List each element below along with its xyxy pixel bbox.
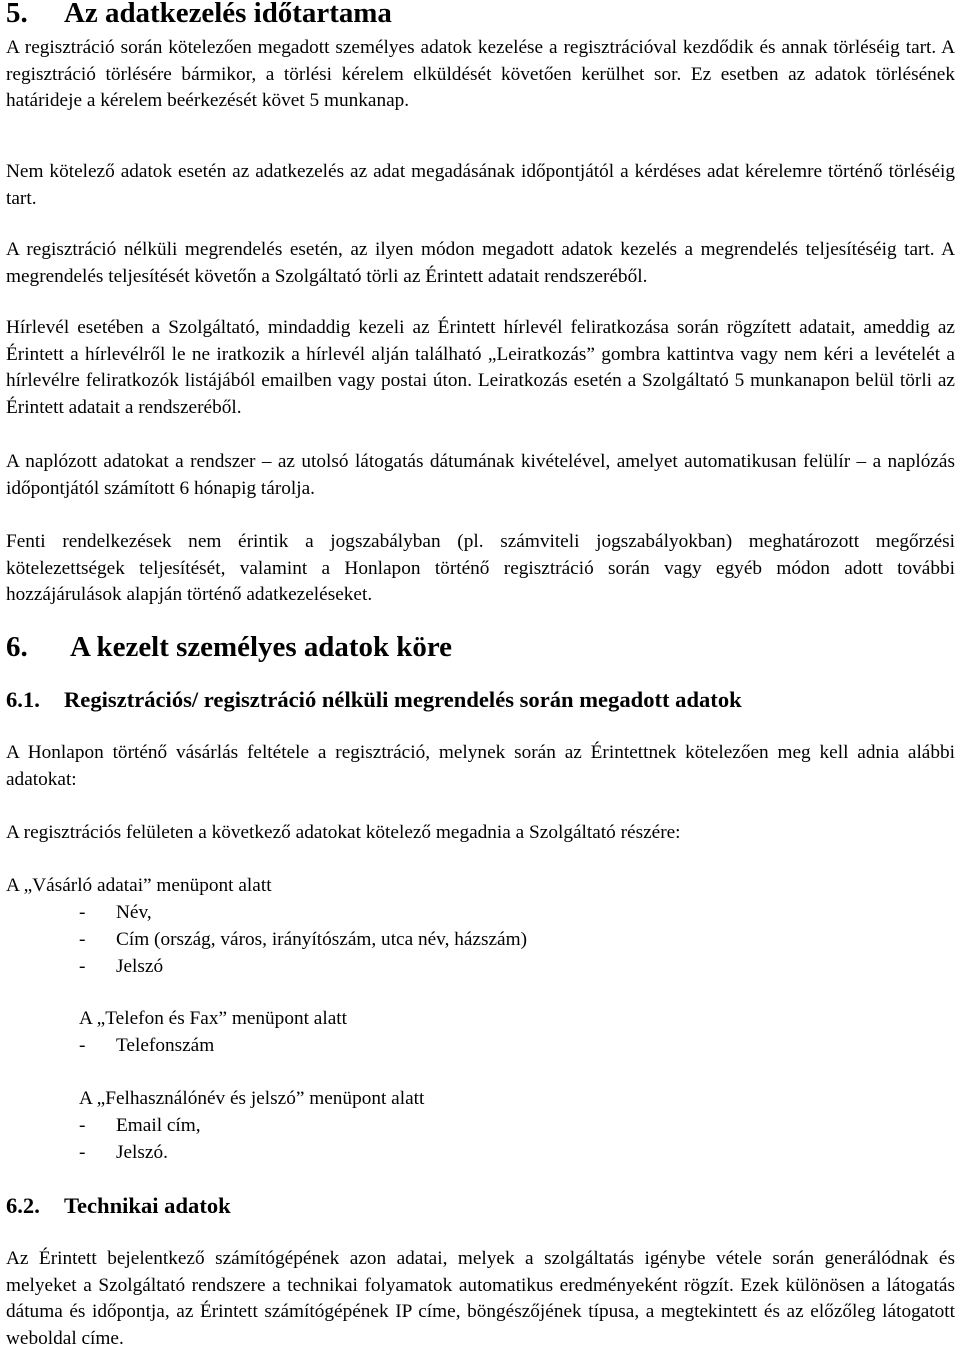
section-6-1-heading <box>6 687 955 714</box>
list-item-text: Jelszó. <box>116 1142 168 1163</box>
list-item-text: Név, <box>116 902 152 923</box>
paragraph: A naplózott adatokat a rendszer – az utolsó látogatás dátumának kivételével, amelyet automatikusan felülír – a naplózás időpontjától számított 6 hónapig tárolja. <box>6 451 955 499</box>
list-dash: - <box>79 1142 86 1163</box>
list-dash: - <box>79 1115 86 1136</box>
section-5-heading <box>6 0 955 27</box>
paragraph: A regisztráció nélküli megrendelés esetén, az ilyen módon megadott adatok kezelés a megrendelés teljesítéséig tart. A megrendelés teljesítését követőn a Szolgáltató törli az Érintett adatait rendszeréből. <box>6 239 955 287</box>
list-dash: - <box>79 1035 86 1056</box>
section-title: Technikai adatok <box>64 1193 231 1218</box>
paragraph: Fenti rendelkezések nem érintik a jogszabályban (pl. számviteli jogszabályokban) meghatározott megőrzési kötelezettségek teljesítését, valamint a Honlapon történő regisztráció során vagy egyéb módon adott további hozzájárulások alapján történő adatkezeléseket. <box>6 531 955 606</box>
menu-label: A „Felhasználónév és jelszó” menüpont alatt <box>79 1088 425 1109</box>
section-title: Regisztrációs/ regisztráció nélküli megrendelés során megadott adatok <box>64 687 742 712</box>
section-6-2-heading <box>6 1193 955 1220</box>
list-item-text: Cím (ország, város, irányítószám, utca név, házszám) <box>116 929 528 950</box>
list-dash: - <box>79 902 86 923</box>
list-item-text: Email cím, <box>116 1115 201 1136</box>
paragraph: Hírlevél esetében a Szolgáltató, mindaddig kezeli az Érintett hírlevél feliratkozása során rögzített adatait, ameddig az Érintett a hírlevélről le ne iratkozik a hírlevél alján található „Leiratkozás” gombra kattintva vagy nem kéri a levételét a hírlevélre feliratkozók listájából emailben vagy postai úton. Leiratkozás esetén a Szolgáltató 5 munkanapon belül törli az Érintett adatait a rendszeréből. <box>6 317 955 418</box>
list-item-text: Telefonszám <box>116 1035 215 1056</box>
section-number: 6. <box>6 631 28 663</box>
paragraph: A regisztráció során kötelezően megadott személyes adatok kezelése a regisztrációval kezdődik és annak törléséig tart. A regisztráció törlésére bármikor, a törlési kérelem elküldését követően kerülhet sor. Ez esetben az adatok törlésének határideje a kérelem beérkezését követ 5 munkanap. <box>6 37 955 112</box>
list-dash: - <box>79 956 86 977</box>
section-number: 6.2. <box>6 1193 40 1218</box>
section-6-heading <box>6 631 955 663</box>
section-title: Az adatkezelés időtartama <box>64 0 392 29</box>
list-dash: - <box>79 929 86 950</box>
paragraph: Nem kötelező adatok esetén az adatkezelés az adat megadásának időpontjától a kérdéses adat kérelemre történő törléséig tart. <box>6 161 955 209</box>
section-number: 6.1. <box>6 687 40 712</box>
paragraph: A regisztrációs felületen a következő adatokat kötelező megadnia a Szolgáltató részére: <box>6 822 681 843</box>
list-item-text: Jelszó <box>116 956 164 977</box>
paragraph: Az Érintett bejelentkező számítógépének azon adatai, melyek a szolgáltatás igénybe vétele során generálódnak és melyeket a Szolgáltató rendszere a technikai folyamatok automatikus eredményeként rögzít. Ezek különösen a látogatás dátuma és időpontja, az Érintett számítógépének IP címe, böngészőjének típusa, a megtekintett és az előzőleg látogatott weboldal címe. <box>6 1248 955 1349</box>
menu-label: A „Telefon és Fax” menüpont alatt <box>79 1008 347 1029</box>
section-title: A kezelt személyes adatok köre <box>70 631 453 663</box>
section-number: 5. <box>6 0 28 29</box>
paragraph: A Honlapon történő vásárlás feltétele a regisztráció, melynek során az Érintettnek kötelezően meg kell adnia alábbi adatokat: <box>6 742 955 790</box>
menu-label: A „Vásárló adatai” menüpont alatt <box>6 875 272 896</box>
